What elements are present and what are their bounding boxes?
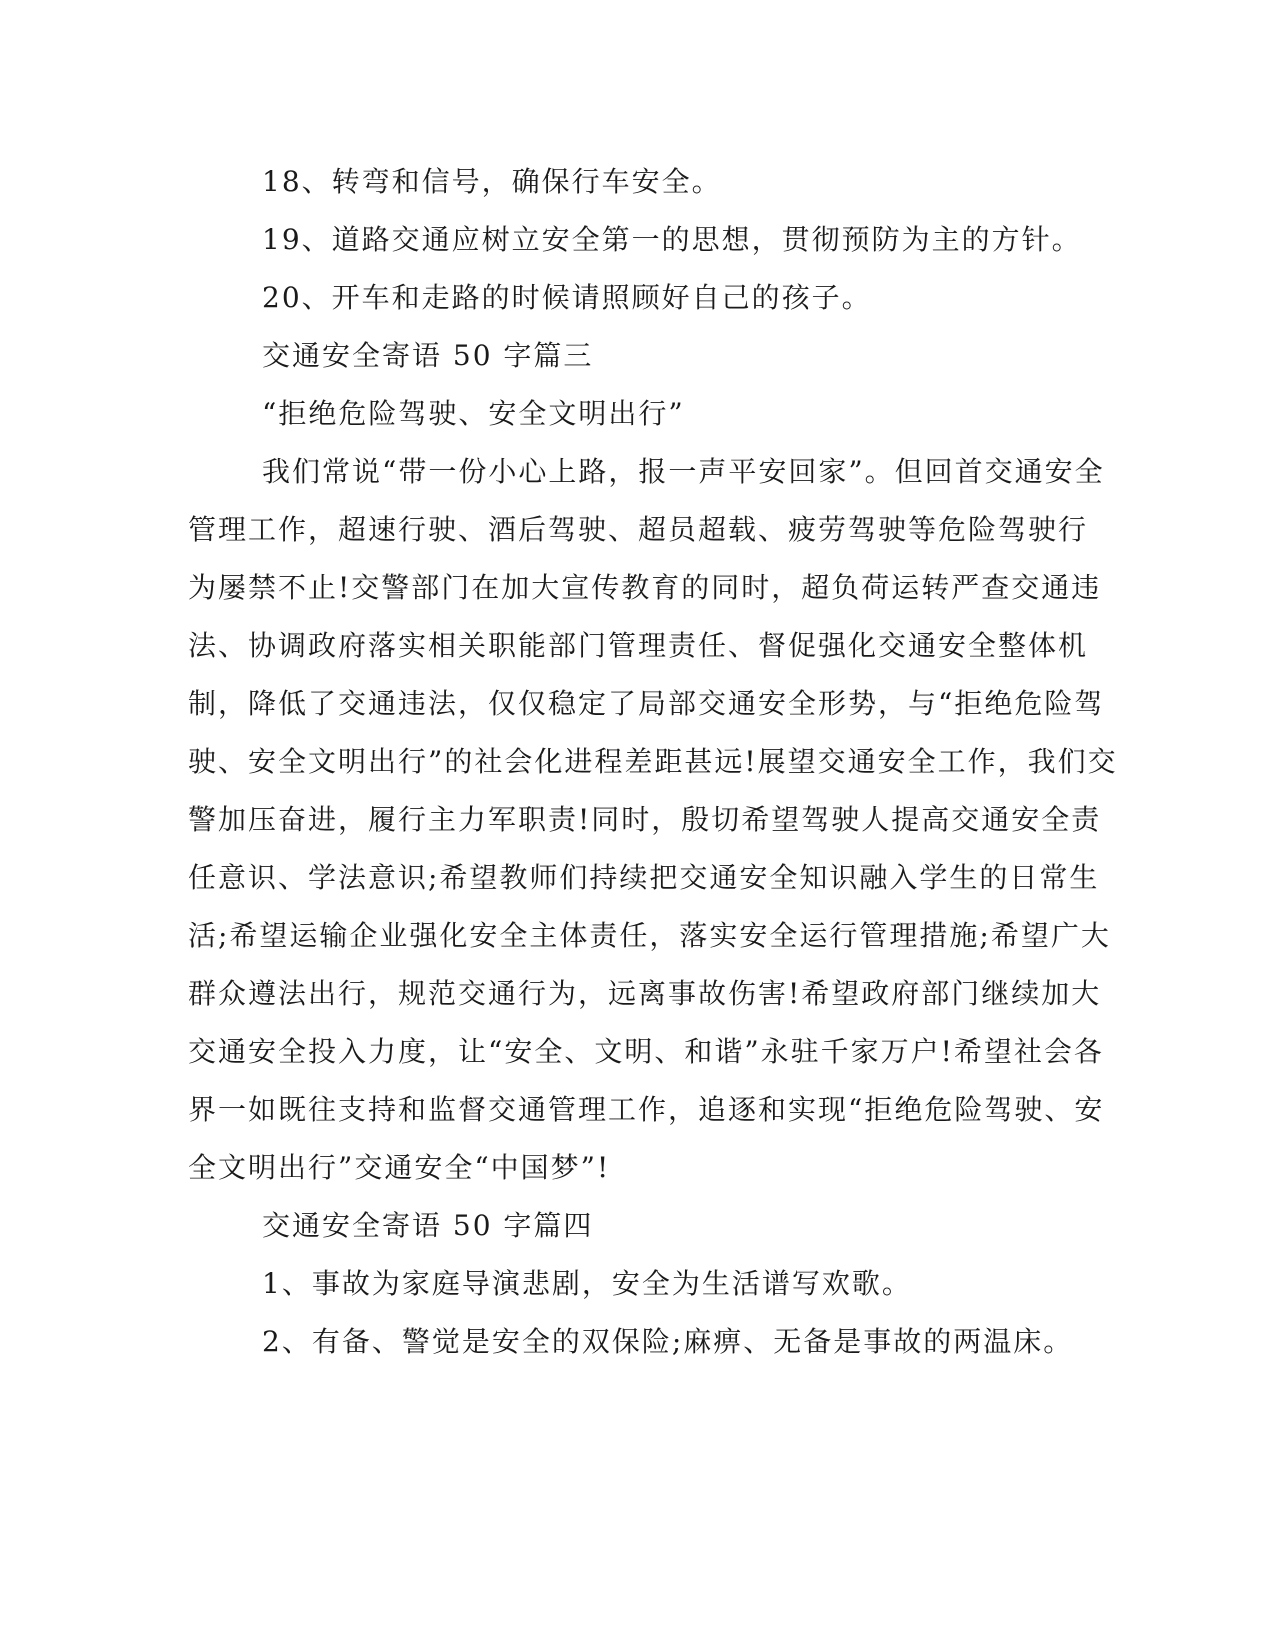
list-item: 2、有备、警觉是安全的双保险;麻痹、无备是事故的两温床。 <box>262 1325 1074 1358</box>
paragraph-line: 任意识、学法意识;希望教师们持续把交通安全知识融入学生的日常生 <box>188 861 1100 894</box>
paragraph-line: 群众遵法出行，规范交通行为，远离事故伤害!希望政府部门继续加大 <box>188 977 1102 1010</box>
section-heading: 交通安全寄语 50 字篇三 <box>262 339 594 372</box>
paragraph-line: 警加压奋进，履行主力军职责!同时，殷切希望驾驶人提高交通安全责 <box>188 803 1102 836</box>
paragraph-line: 全文明出行”交通安全“中国梦”! <box>188 1151 611 1184</box>
paragraph-line: 活;希望运输企业强化安全主体责任，落实安全运行管理措施;希望广大 <box>188 919 1111 952</box>
paragraph-line: 制，降低了交通违法，仅仅稳定了局部交通安全形势，与“拒绝危险驾 <box>188 687 1105 720</box>
list-item: 20、开车和走路的时候请照顾好自己的孩子。 <box>262 281 872 314</box>
paragraph-line: 驶、安全文明出行”的社会化进程差距甚远!展望交通安全工作，我们交 <box>188 745 1118 778</box>
section-heading: 交通安全寄语 50 字篇四 <box>262 1209 594 1242</box>
paragraph-line: 我们常说“带一份小心上路，报一声平安回家”。但回首交通安全 <box>262 455 1105 488</box>
list-item: 18、转弯和信号，确保行车安全。 <box>262 165 722 198</box>
paragraph-line: 法、协调政府落实相关职能部门管理责任、督促强化交通安全整体机 <box>188 629 1089 662</box>
list-item: 19、道路交通应树立安全第一的思想，贯彻预防为主的方针。 <box>262 223 1082 256</box>
list-item: 1、事故为家庭导演悲剧，安全为生活谱写欢歌。 <box>262 1267 912 1300</box>
paragraph-line: 界一如既往支持和监督交通管理工作，追逐和实现“拒绝危险驾驶、安 <box>188 1093 1105 1126</box>
paragraph-line: 管理工作，超速行驶、酒后驾驶、超员超载、疲劳驾驶等危险驾驶行 <box>188 513 1089 546</box>
paragraph-line: 交通安全投入力度，让“安全、文明、和谐”永驻千家万户!希望社会各 <box>188 1035 1104 1068</box>
slogan-title: “拒绝危险驾驶、安全文明出行” <box>262 397 685 430</box>
paragraph-line: 为屡禁不止!交警部门在加大宣传教育的同时，超负荷运转严查交通违 <box>188 571 1102 604</box>
